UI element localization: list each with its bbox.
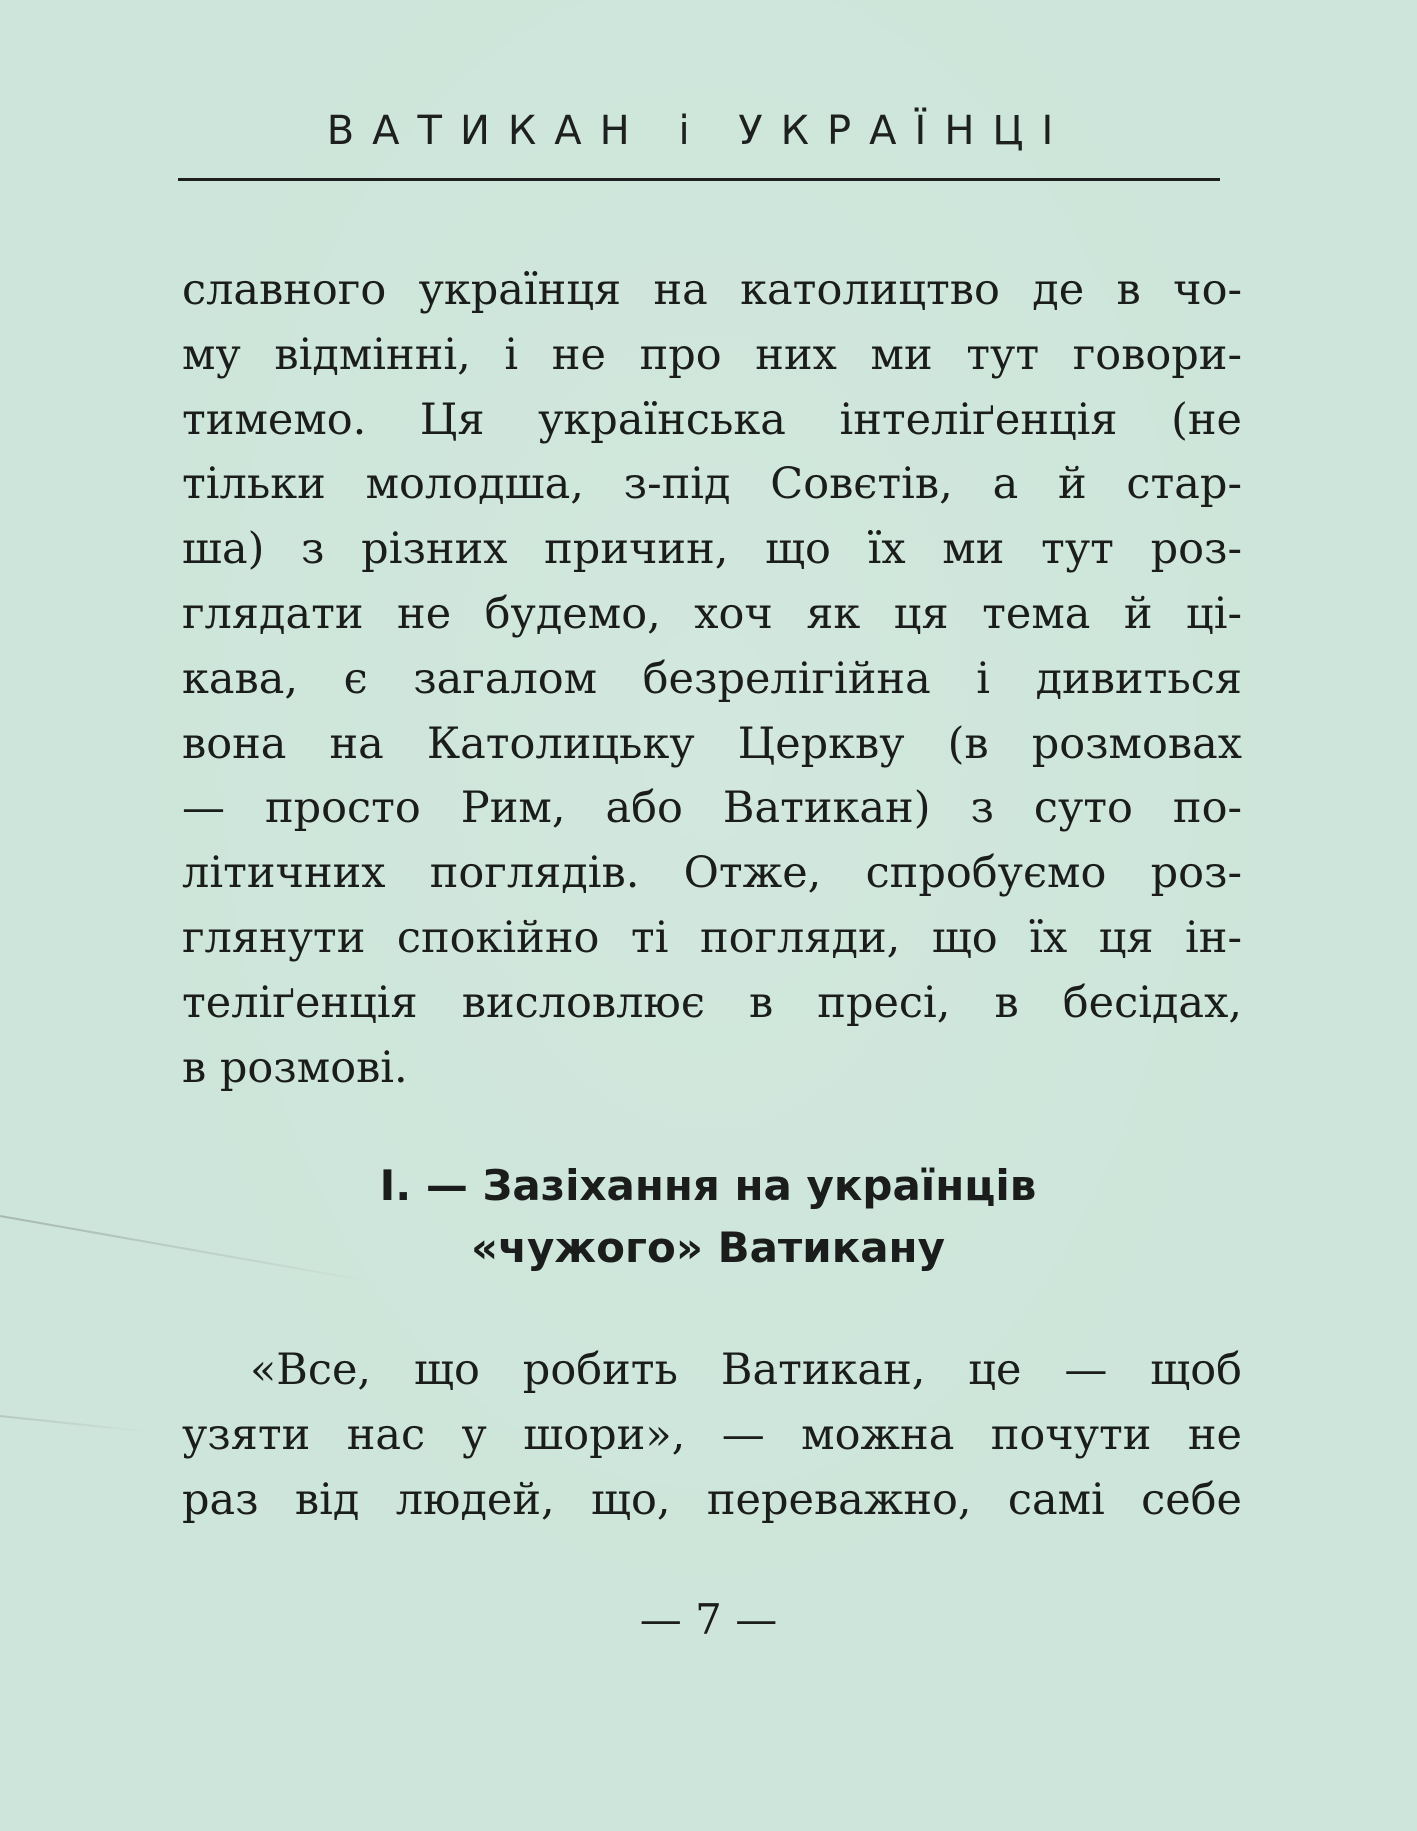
section-heading — [178, 1155, 1238, 1279]
text-line: тільки молодша, з-під Совєтів, а й стар- — [182, 459, 1242, 510]
second-paragraph — [182, 1338, 1242, 1532]
page-number: — 7 — — [639, 1595, 778, 1644]
text-line: раз від людей, що, переважно, самі себе — [182, 1474, 1242, 1525]
text-line: кава, є загалом безрелігійна і дивиться — [182, 653, 1242, 704]
section-heading-line2: «чужого» Ватикану — [471, 1223, 945, 1272]
text-line: в розмові. — [182, 1042, 408, 1093]
text-line: глянути спокійно ті погляди, що їх ця ін- — [182, 912, 1242, 963]
header-rule — [178, 178, 1220, 181]
text-line: ша) з різних причин, що їх ми тут роз- — [182, 524, 1242, 575]
text-line: узяти нас у шори», — можна почути не — [182, 1409, 1242, 1460]
text-line: — просто Рим, або Ватикан) з суто по- — [182, 783, 1242, 834]
text-line: вона на Католицьку Церкву (в розмовах — [182, 718, 1242, 769]
paper-crease-lower — [0, 1415, 149, 1433]
text-line: літичних поглядів. Отже, спробуємо роз- — [182, 848, 1242, 899]
running-header: ВАТИКАН і УКРАЇНЦІ — [326, 108, 1072, 154]
text-line: «Все, що робить Ватикан, це — щоб — [250, 1345, 1242, 1395]
body-paragraph — [182, 258, 1242, 1100]
text-line: тимемо. Ця українська інтеліґенція (не — [182, 394, 1242, 445]
text-line: глядати не будемо, хоч як ця тема й ці- — [182, 588, 1242, 639]
text-line: му відмінні, і не про них ми тут говори- — [182, 329, 1242, 380]
section-heading-line1: І. — Зазіхання на українців — [379, 1161, 1037, 1210]
text-line: теліґенція висловлює в пресі, в бесідах, — [182, 977, 1242, 1028]
text-line: славного українця на католицтво де в чо- — [182, 265, 1242, 315]
